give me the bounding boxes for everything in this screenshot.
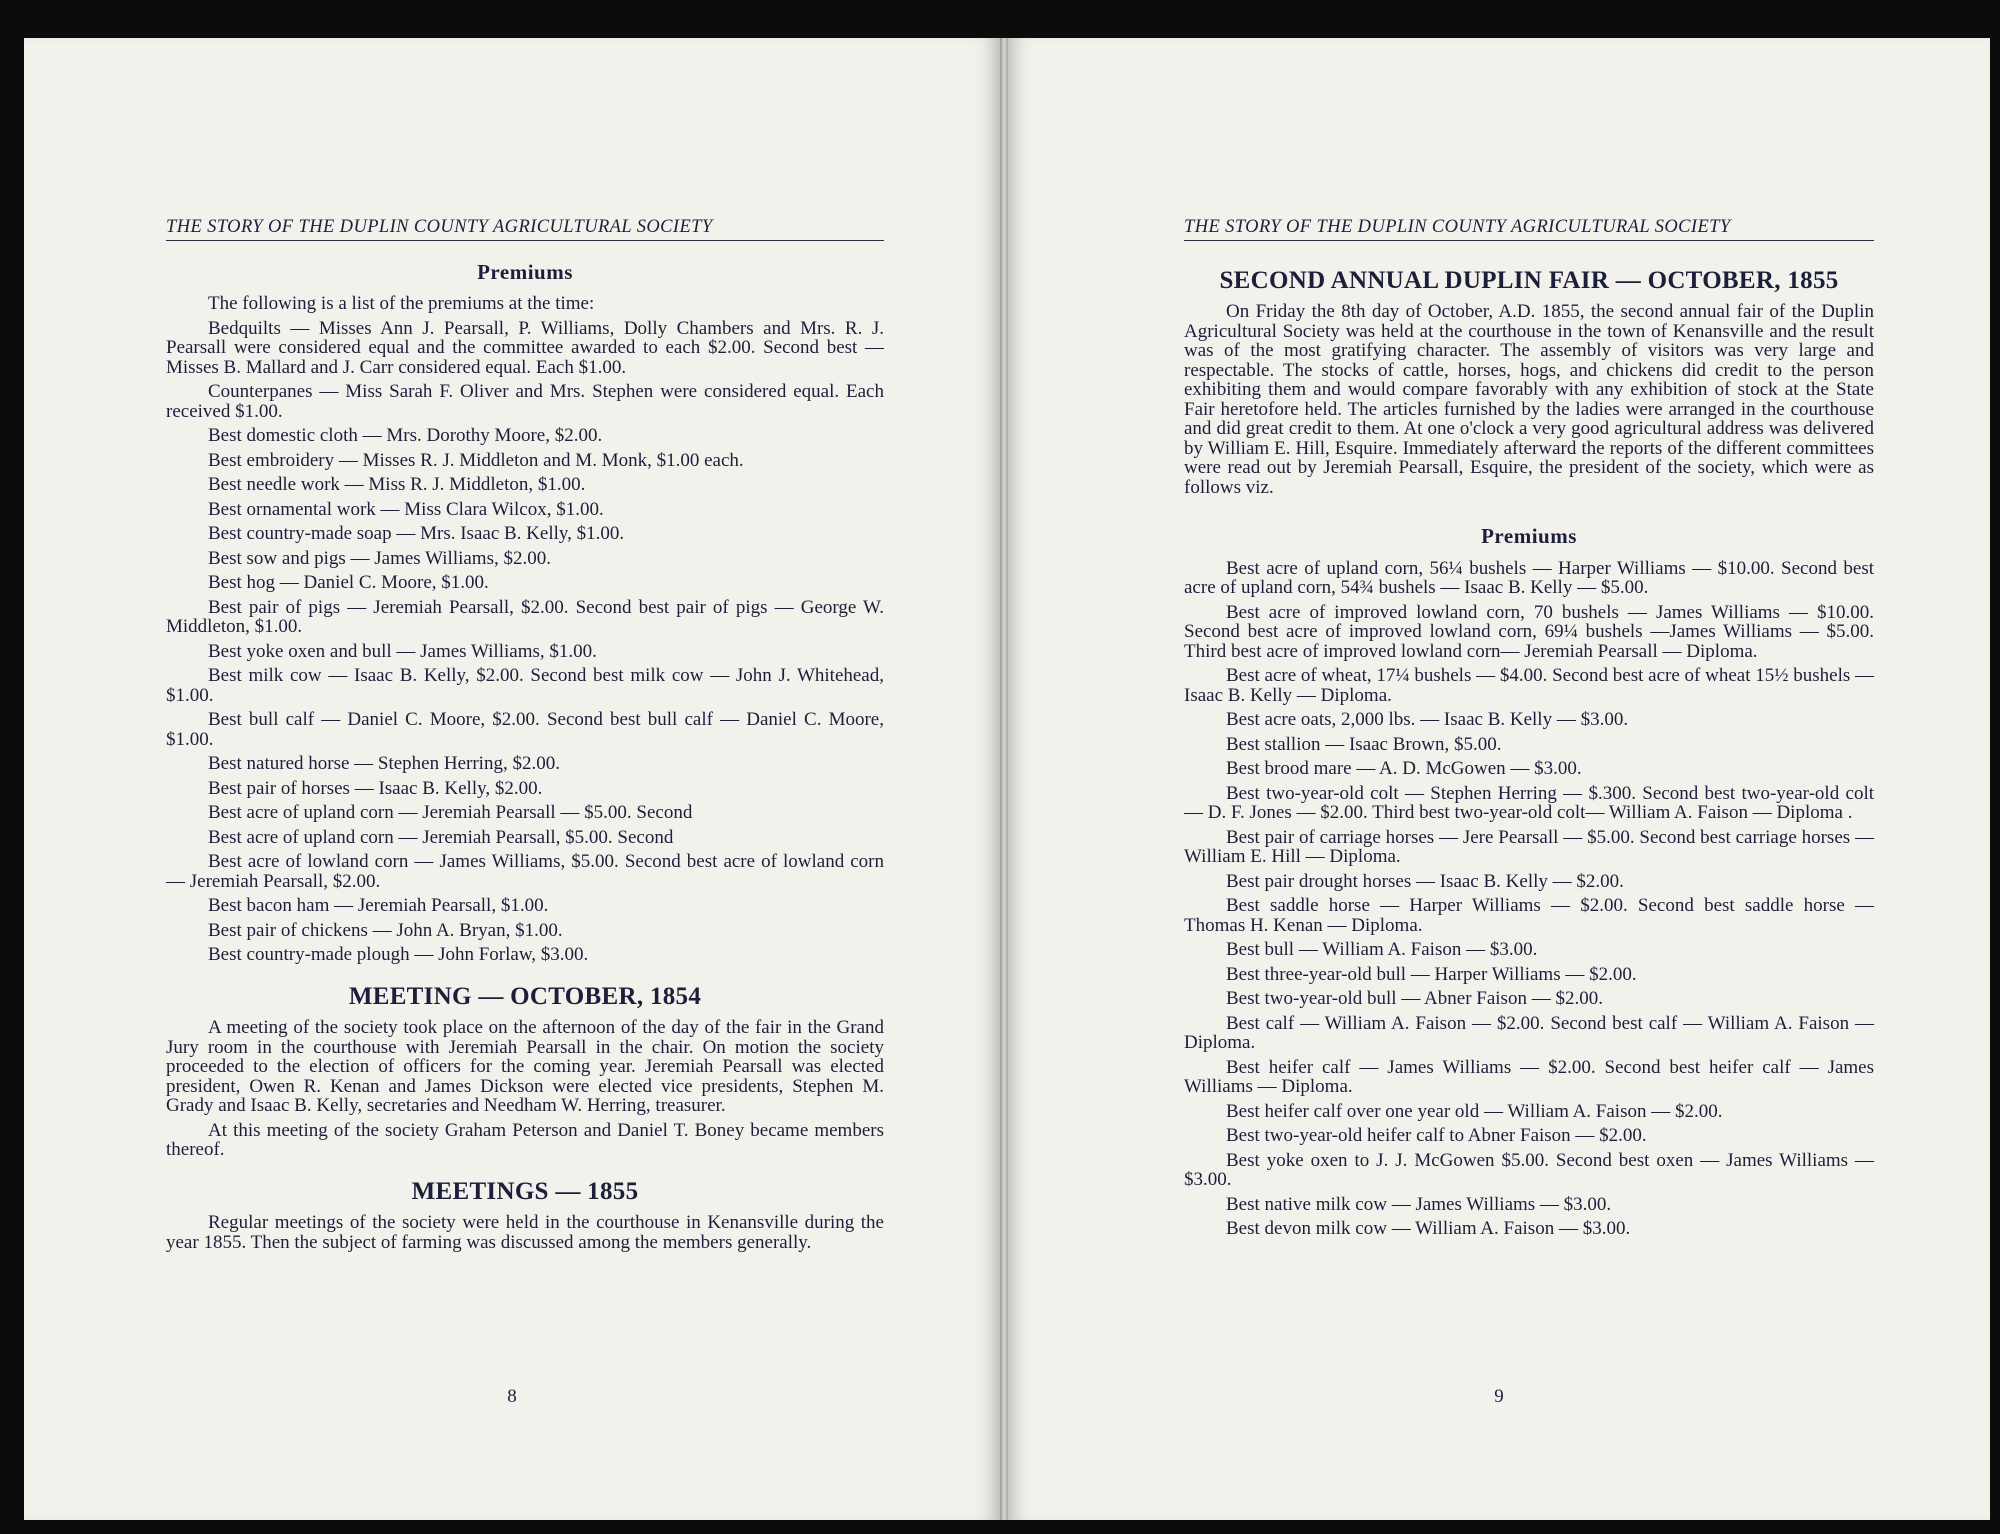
premium-entry: The following is a list of the premiums at the time: <box>208 293 595 314</box>
premium-entry: Best acre of upland corn — Jeremiah Pearsall, $5.00. Second <box>208 826 674 848</box>
running-head: THE STORY OF THE DUPLIN COUNTY AGRICULTURAL SOCIETY <box>1184 218 1874 241</box>
body-paragraph: At this meeting of the society Graham Peterson and Daniel T. Boney became members thereof. <box>166 1119 884 1160</box>
premium-entry: Best pair of chickens — John A. Bryan, $1.00. <box>208 919 563 941</box>
premium-entry: Best acre of wheat, 17¼ bushels — $4.00. Second best acre of wheat 15½ bushels — Isaac B. Kelly — Diploma. <box>1184 665 1874 706</box>
premium-entry: Best ornamental work — Miss Clara Wilcox, $1.00. <box>208 498 604 520</box>
right-page <box>1008 38 1990 1520</box>
premium-entry: Best milk cow — Isaac B. Kelly, $2.00. Second best milk cow — John J. Whitehead, $1.00. <box>166 665 884 706</box>
premium-entry: Best bull — William A. Faison — $3.00. <box>1226 939 1538 960</box>
premium-entry: Bedquilts — Misses Ann J. Pearsall, P. Williams, Dolly Chambers and Mrs. R. J. Pearsall were considered equal and the committee awarded to each $2.00. Second best — Misses B. Mallard and J. Carr considered equal. Each $1.00. <box>166 317 884 378</box>
right-text-column <box>1184 218 1874 1244</box>
premium-entry: Best embroidery — Misses R. J. Middleton and M. Monk, $1.00 each. <box>208 449 744 471</box>
premium-entry: Best bull calf — Daniel C. Moore, $2.00. Second best bull calf — Daniel C. Moore, $1.00. <box>166 709 884 750</box>
premium-list <box>1184 559 1874 1239</box>
section-heading-meetings-1855: MEETINGS — 1855 <box>411 1177 639 1205</box>
premium-entry: Best devon milk cow — William A. Faison — $3.00. <box>1226 1218 1631 1239</box>
book-spread <box>24 38 1990 1520</box>
body-paragraph: A meeting of the society took place on the afternoon of the day of the fair in the Grand Jury room in the courthouse with Jeremiah Pearsall in the chair. On motion the society proceeded to the election of officers for the coming year. Jeremiah Pearsall was elected president, Owen R. Kenan and James Dickson were elected vice presidents, Stephen M. Grady and Isaac B. Kelly, secretaries and Needham W. Herring, treasurer. <box>166 1017 884 1116</box>
premium-entry: Best acre oats, 2,000 lbs. — Isaac B. Kelly — $3.00. <box>1226 709 1629 730</box>
premium-entry: Best two-year-old heifer calf to Abner Faison — $2.00. <box>1226 1125 1647 1146</box>
premium-entry: Best pair of carriage horses — Jere Pearsall — $5.00. Second best carriage horses — William E. Hill — Diploma. <box>1184 826 1874 867</box>
section-heading-second-annual-fair: SECOND ANNUAL DUPLIN FAIR — OCTOBER, 1855 <box>1219 266 1839 294</box>
premium-entry: Best three-year-old bull — Harper Williams — $2.00. <box>1226 963 1637 985</box>
premium-entry: Best saddle horse — Harper Williams — $2.00. Second best saddle horse — Thomas H. Kenan — Diploma. <box>1184 895 1874 936</box>
premium-entry: Best pair drought horses — Isaac B. Kelly — $2.00. <box>1226 870 1624 892</box>
premium-entry: Best acre of upland corn, 56¼ bushels — Harper Williams — $10.00. Second best acre of upland corn, 54¾ bushels — Isaac B. Kelly — $5.00. <box>1184 557 1874 598</box>
section-heading-premiums: Premiums <box>1481 524 1577 548</box>
running-head: THE STORY OF THE DUPLIN COUNTY AGRICULTURAL SOCIETY <box>166 218 884 241</box>
premium-entry: Best acre of lowland corn — James Williams, $5.00. Second best acre of lowland corn — Jeremiah Pearsall, $2.00. <box>166 851 884 892</box>
premium-entry: Best calf — William A. Faison — $2.00. Second best calf — William A. Faison — Diploma. <box>1184 1012 1874 1053</box>
premium-entry: Best country-made plough — John Forlaw, $3.00. <box>208 944 589 965</box>
section-heading-meeting-1854: MEETING — OCTOBER, 1854 <box>348 982 702 1010</box>
premium-entry: Best pair of horses — Isaac B. Kelly, $2.00. <box>208 777 543 799</box>
premium-entry: Best brood mare — A. D. McGowen — $3.00. <box>1226 758 1582 779</box>
premium-entry: Best hog — Daniel C. Moore, $1.00. <box>208 572 489 593</box>
body-paragraph: Regular meetings of the society were held in the courthouse in Kenansville during the year 1855. Then the subject of farming was discussed among the members generally. <box>166 1212 884 1253</box>
body-paragraph: On Friday the 8th day of October, A.D. 1855, the second annual fair of the Duplin Agricultural Society was held at the courthouse in the town of Kenansville and the result was of the most gratifying character. The assembly of visitors was very large and respectable. The stocks of cattle, horses, hogs, and chickens did credit to the person exhibiting them and would compare favorably with any exhibition of stock at the State Fair heretofore held. The articles furnished by the ladies were arranged in the courthouse and did great credit to them. At one o'clock a very good agricultural address was delivered by William E. Hill, Esquire. Immediately afterward the reports of the different committees were read out by Jeremiah Pearsall, Esquire, the president of the society, which were as follows viz. <box>1184 301 1874 498</box>
left-text-column <box>166 218 884 1257</box>
premium-entry: Best bacon ham — Jeremiah Pearsall, $1.00. <box>208 895 549 916</box>
premium-entry: Counterpanes — Miss Sarah F. Oliver and Mrs. Stephen were considered equal. Each received $1.00. <box>166 381 884 422</box>
premium-entry: Best needle work — Miss R. J. Middleton, $1.00. <box>208 474 586 495</box>
premium-entry: Best yoke oxen and bull — James Williams, $1.00. <box>208 640 597 662</box>
premium-entry: Best two-year-old bull — Abner Faison — $2.00. <box>1226 988 1603 1009</box>
section-heading-premiums: Premiums <box>477 259 573 284</box>
premium-list <box>166 294 884 965</box>
premium-entry: Best natured horse — Stephen Herring, $2.00. <box>208 753 560 774</box>
page-number: 9 <box>1494 1386 1504 1407</box>
premium-entry: Best stallion — Isaac Brown, $5.00. <box>1226 733 1502 755</box>
premium-entry: Best domestic cloth — Mrs. Dorothy Moore, $2.00. <box>208 425 603 446</box>
left-page <box>24 38 1000 1520</box>
premium-entry: Best heifer calf — James Williams — $2.00. Second best heifer calf — James Williams — Diploma. <box>1184 1056 1874 1097</box>
premium-entry: Best sow and pigs — James Williams, $2.00. <box>208 547 551 569</box>
premium-entry: Best heifer calf over one year old — William A. Faison — $2.00. <box>1226 1100 1723 1122</box>
premium-entry: Best pair of pigs — Jeremiah Pearsall, $2.00. Second best pair of pigs — George W. Middleton, $1.00. <box>166 596 884 637</box>
premium-entry: Best acre of upland corn — Jeremiah Pearsall — $5.00. Second <box>208 802 693 823</box>
premium-entry: Best country-made soap — Mrs. Isaac B. Kelly, $1.00. <box>208 523 625 544</box>
premium-entry: Best acre of improved lowland corn, 70 bushels — James Williams — $10.00. Second best acre of improved lowland corn, 69¼ bushels —James Williams — $5.00. Third best acre of improved lowland corn— Jeremiah Pearsall — Diploma. <box>1184 601 1874 662</box>
premium-entry: Best native milk cow — James Williams — $3.00. <box>1226 1193 1612 1215</box>
premium-entry: Best yoke oxen to J. J. McGowen $5.00. Second best oxen — James Williams — $3.00. <box>1184 1149 1874 1190</box>
page-number: 8 <box>507 1386 517 1407</box>
book-gutter <box>1000 38 1008 1520</box>
premium-entry: Best two-year-old colt — Stephen Herring — $.300. Second best two-year-old colt — D. F. Jones — $2.00. Third best two-year-old colt— William A. Faison — Diploma . <box>1184 782 1874 823</box>
